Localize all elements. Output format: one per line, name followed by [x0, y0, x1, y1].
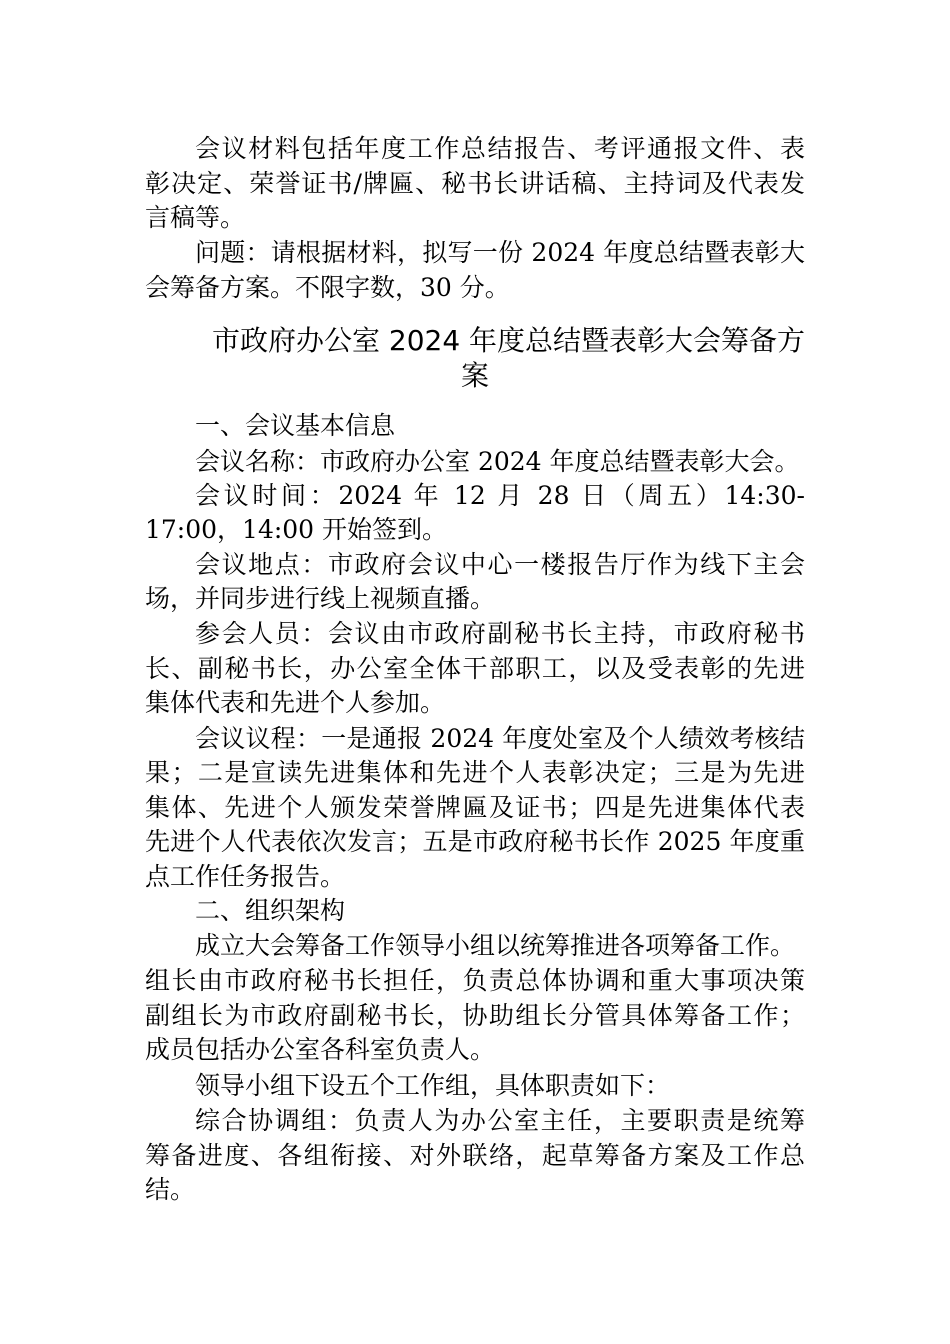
text-line: 副组长为市政府副秘书长，协助组长分管具体筹备工作；: [145, 1001, 805, 1030]
text-line: 果；二是宣读先进集体和先进个人表彰决定；三是为先进: [145, 758, 805, 787]
text-line: 言稿等。: [145, 203, 246, 232]
text-line: 集体代表和先进个人参加。: [145, 688, 446, 717]
text-line: 结。: [145, 1175, 196, 1204]
text-line: 点工作任务报告。: [145, 862, 346, 891]
text-line: 会议材料包括年度工作总结报告、考评通报文件、表: [195, 134, 805, 163]
text-line: 成员包括办公室各科室负责人。: [145, 1035, 496, 1064]
title-line: 案: [460, 359, 489, 392]
text-line: 场，并同步进行线上视频直播。: [145, 584, 496, 613]
text-line: 领导小组下设五个工作组，具体职责如下：: [195, 1071, 671, 1100]
text-line: 集体、先进个人颁发荣誉牌匾及证书；四是先进集体代表: [145, 793, 805, 822]
text-line: 筹备进度、各组衔接、对外联络，起草筹备方案及工作总: [145, 1141, 805, 1170]
text-line: 参会人员：会议由市政府副秘书长主持，市政府秘书: [195, 619, 805, 648]
text-line: 综合协调组：负责人为办公室主任，主要职责是统筹: [195, 1106, 805, 1135]
text-line: 先进个人代表依次发言；五是市政府秘书长作 2025 年度重: [145, 827, 805, 856]
title-line: 市政府办公室 2024 年度总结暨表彰大会筹备方: [212, 324, 806, 357]
text-line: 彰决定、荣誉证书/牌匾、秘书长讲话稿、主持词及代表发: [145, 169, 805, 198]
section-heading: 一、会议基本信息: [195, 411, 396, 440]
text-line: 17:00，14:00 开始签到。: [145, 515, 448, 544]
text-line: 长、副秘书长，办公室全体干部职工，以及受表彰的先进: [145, 654, 805, 683]
text-line: 会议名称：市政府办公室 2024 年度总结暨表彰大会。: [195, 447, 800, 476]
text-line: 成立大会筹备工作领导小组以统筹推进各项筹备工作。: [195, 931, 796, 960]
text-line: 会议议程：一是通报 2024 年度处室及个人绩效考核结: [195, 724, 805, 753]
text-line: 组长由市政府秘书长担任，负责总体协调和重大事项决策: [145, 966, 805, 995]
section-heading: 二、组织架构: [195, 896, 346, 925]
text-line: 问题：请根据材料，拟写一份 2024 年度总结暨表彰大: [195, 238, 805, 267]
text-line: 会议地点：市政府会议中心一楼报告厅作为线下主会: [195, 550, 805, 579]
text-line: 会议时间：2024 年 12 月 28 日（周五）14:30-: [195, 481, 805, 510]
text-line: 会筹备方案。不限字数，30 分。: [145, 273, 510, 302]
